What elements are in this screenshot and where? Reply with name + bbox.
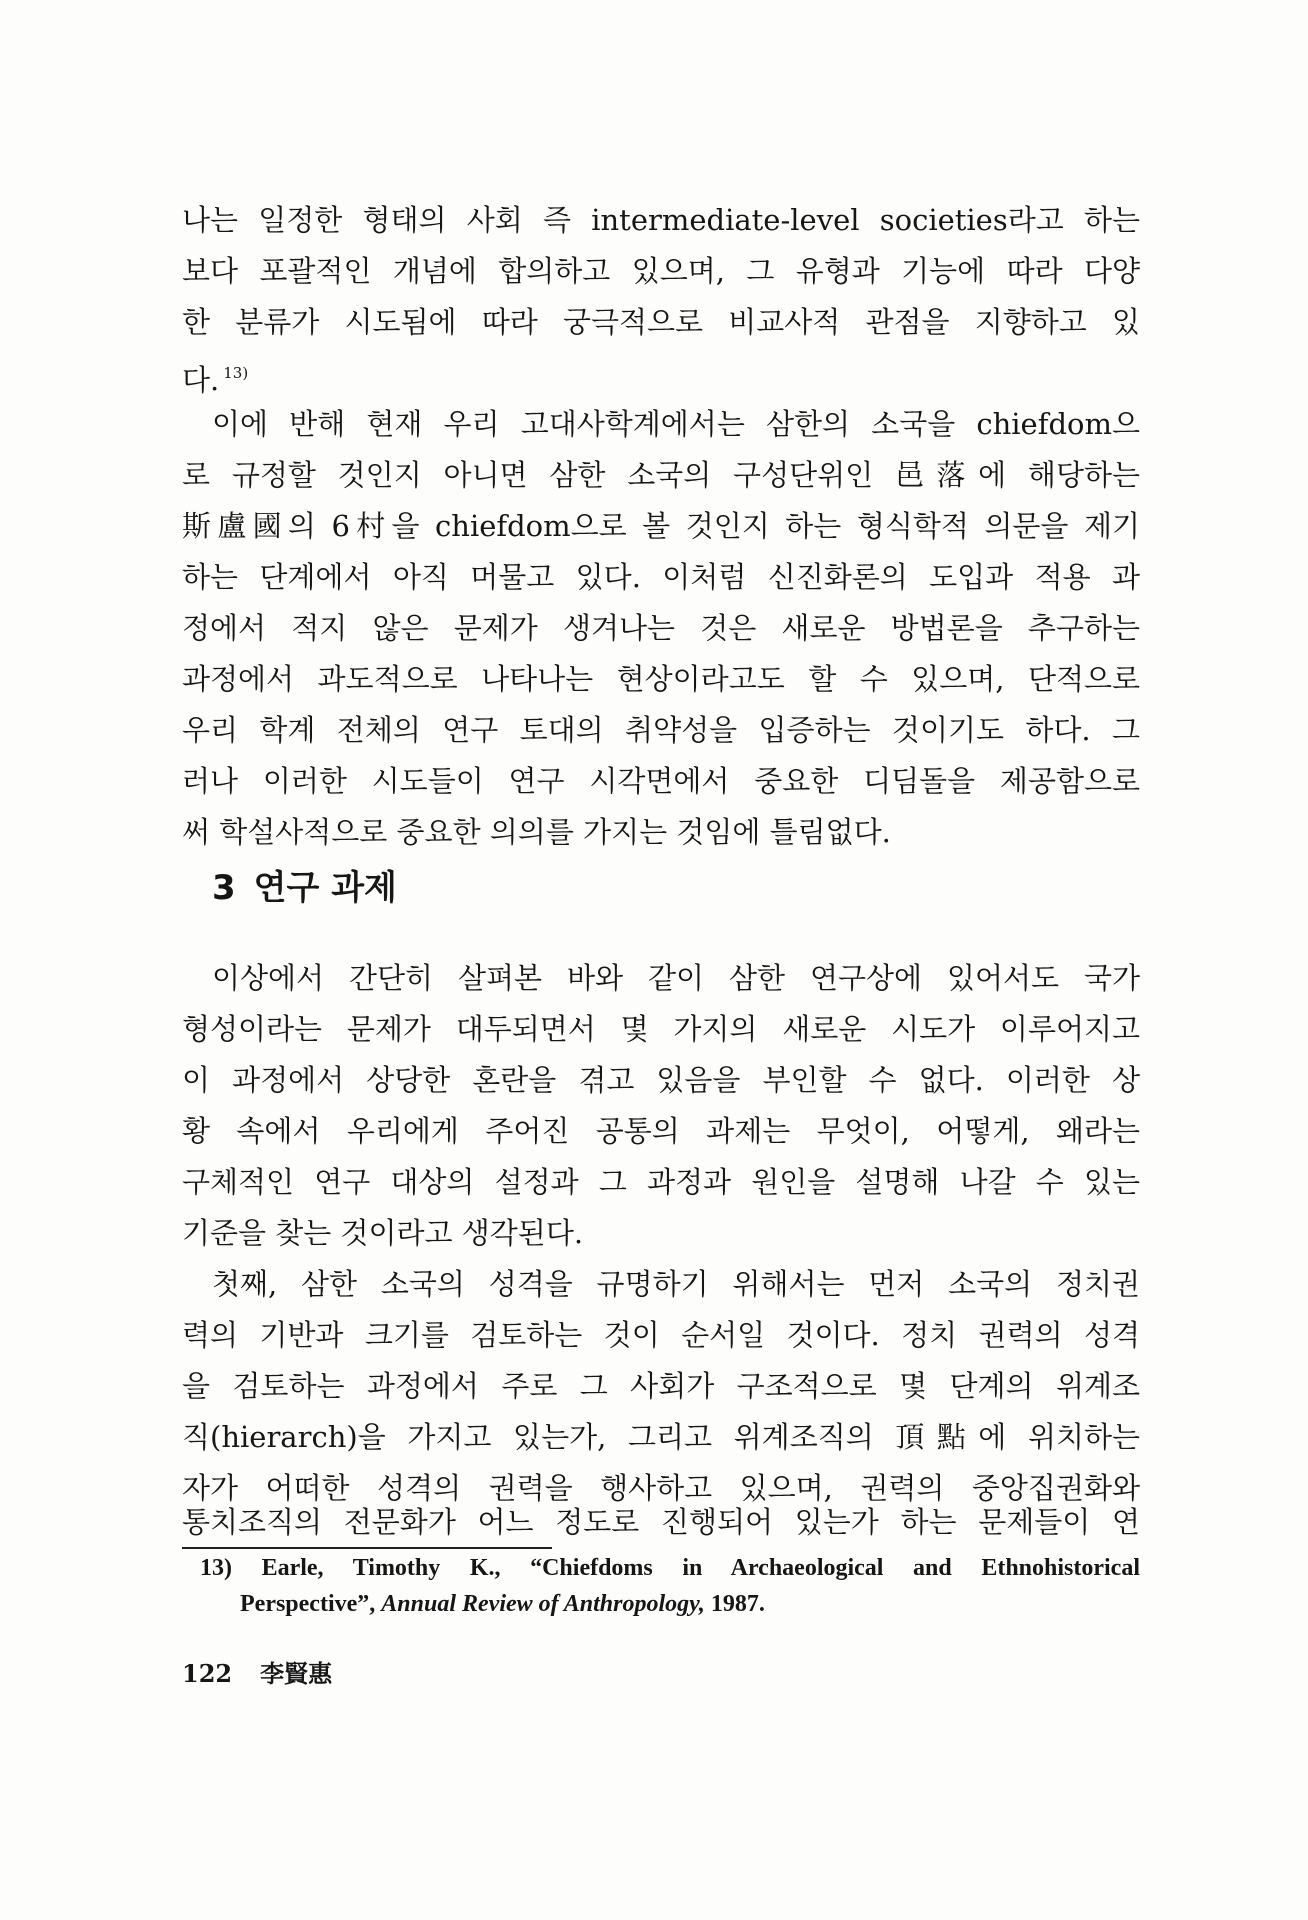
footnote-rule — [182, 1547, 552, 1549]
section-title: 연구 과제 — [253, 868, 397, 908]
section-number: 3 — [212, 868, 236, 908]
text-line: 자가 어떠한 성격의 권력을 행사하고 있으며, 권력의 중앙집권화와 — [182, 1471, 1140, 1505]
text-line: 이상에서 간단히 살펴본 바와 같이 삼한 연구상에 있어서도 국가 — [212, 961, 1140, 995]
text-line: 정에서 적지 않은 문제가 생겨나는 것은 새로운 방법론을 추구하는 — [182, 611, 1140, 645]
text-line: 우리 학계 전체의 연구 토대의 취약성을 입증하는 것이기도 하다. 그 — [182, 713, 1140, 747]
text-line: 과정에서 과도적으로 나타나는 현상이라고도 할 수 있으며, 단적으로 — [182, 662, 1140, 696]
text-line: 이에 반해 현재 우리 고대사학계에서는 삼한의 소국을 chiefdom으 — [212, 407, 1140, 441]
page-number: 122 — [182, 1659, 233, 1688]
text-line: 러나 이러한 시도들이 연구 시각면에서 중요한 디딤돌을 제공함으로 — [182, 764, 1140, 798]
text-line: 이 과정에서 상당한 혼란을 겪고 있음을 부인할 수 없다. 이러한 상 — [182, 1063, 1140, 1097]
journal-title: Annual Review of Anthropology, — [381, 1591, 705, 1617]
text-line: 기준을 찾는 것이라고 생각된다. — [182, 1216, 584, 1250]
text-line: 하는 단계에서 아직 머물고 있다. 이처럼 신진화론의 도입과 적용 과 — [182, 560, 1140, 594]
footnote-number: 13) — [200, 1555, 232, 1581]
text-line: 斯盧國의 6村을 chiefdom으로 볼 것인지 하는 형식학적 의문을 제기 — [182, 509, 1140, 543]
text-line: 써 학설사적으로 중요한 의의를 가지는 것임에 틀림없다. — [182, 815, 891, 849]
text-line: 구체적인 연구 대상의 설정과 그 과정과 원인을 설명해 나갈 수 있는 — [182, 1165, 1140, 1199]
footnote-reference: 13) — [223, 364, 249, 382]
text-line: 력의 기반과 크기를 검토하는 것이 순서일 것이다. 정치 권력의 성격 — [182, 1318, 1140, 1352]
text-line — [182, 353, 1140, 397]
author-name: 李賢惠 — [260, 1659, 333, 1688]
footnote-text: Perspective”, — [240, 1591, 376, 1617]
text-line: 황 속에서 우리에게 주어진 공통의 과제는 무엇이, 어떻게, 왜라는 — [182, 1114, 1140, 1148]
text-line: 을 검토하는 과정에서 주로 그 사회가 구조적으로 몇 단계의 위계조 — [182, 1369, 1140, 1403]
text-line: 나는 일정한 형태의 사회 즉 intermediate-level societies라고 하는 — [182, 203, 1140, 237]
text-line: 첫째, 삼한 소국의 성격을 규명하기 위해서는 먼저 소국의 정치권 — [212, 1267, 1140, 1301]
text-line: 한 분류가 시도됨에 따라 궁극적으로 비교사적 관점을 지향하고 있 — [182, 305, 1140, 339]
page-footer — [182, 1658, 332, 1690]
text-line: 보다 포괄적인 개념에 합의하고 있으며, 그 유형과 기능에 따라 다양 — [182, 254, 1140, 288]
footnote-text: Earle, Timothy K., “Chiefdoms in Archaeological and Ethnohistorical — [261, 1555, 1141, 1581]
text-line: 직(hierarch)을 가지고 있는가, 그리고 위계조직의 頂點에 위치하는 — [182, 1420, 1140, 1454]
text-line: 통치조직의 전문화가 어느 정도로 진행되어 있는가 하는 문제들이 연 — [182, 1505, 1140, 1539]
text-line: 로 규정할 것인지 아니면 삼한 소국의 구성단위인 邑落에 해당하는 — [182, 458, 1140, 492]
footnote-line-2 — [240, 1588, 765, 1620]
footnote-line-1 — [200, 1552, 1140, 1584]
section-heading — [212, 866, 397, 910]
text-line-content: 다. — [182, 363, 220, 397]
text-line: 형성이라는 문제가 대두되면서 몇 가지의 새로운 시도가 이루어지고 — [182, 1012, 1140, 1046]
footnote-year: 1987. — [710, 1591, 765, 1617]
